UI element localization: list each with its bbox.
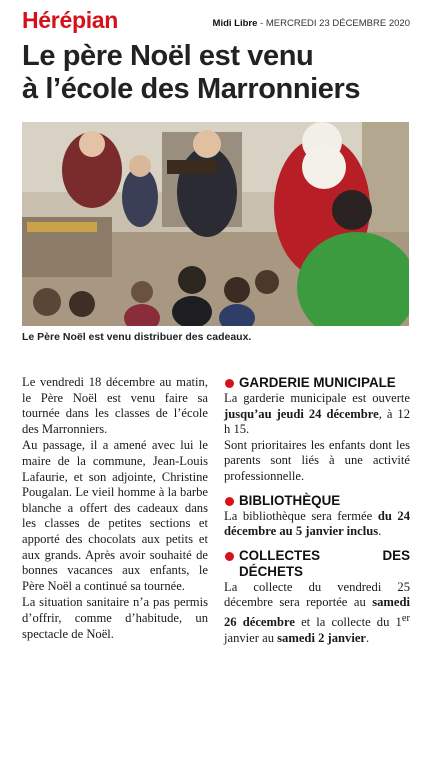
section-title-collectes: COLLECTES DES DÉCHETS: [224, 548, 410, 580]
article-paragraph-1: Le vendredi 18 décembre au matin, le Père Noël est venu faire sa tournée dans les classes de l’école des Marronniers.: [22, 375, 208, 436]
publication-info: [213, 18, 410, 29]
section-bibliotheque: [224, 493, 410, 540]
newspaper-name: Midi Libre: [212, 18, 258, 29]
town-name: Hérépian: [22, 7, 119, 33]
photo-caption: Le Père Noël est venu distribuer des cadeaux.: [22, 331, 252, 343]
section-title-garderie: GARDERIE MUNICIPALE: [224, 375, 410, 391]
section-body-bibliotheque: La bibliothèque sera fermée du 24 décembre au 5 janvier inclus.: [224, 508, 410, 539]
article-photo: [22, 122, 409, 326]
section-title-bibliotheque: BIBLIOTHÈQUE: [224, 493, 410, 509]
section-collectes: [224, 548, 410, 647]
bullet-dot-icon: [225, 379, 234, 388]
section-garderie: [224, 375, 410, 485]
article-headline: [22, 40, 412, 106]
article-paragraph-2: Au passage, il a amené avec lui le maire de la commune, Jean-Louis Lafaurie, et son adjointe, Christine Pougalan. Le vieil homme à la barbe blanche a offert des cadeaux dans les classes de petites sections et apporté des chocolats aux petits et aux grands. Après avoir souhaité de bonnes vacances aux enfants, le Père Noël a continué sa tournée.: [22, 438, 208, 593]
publication-date: MERCREDI 23 DÉCEMBRE 2020: [265, 18, 410, 29]
separator: -: [257, 18, 266, 29]
section-body-collectes: La collecte du vendredi 25 décembre sera reportée au samedi 26 décembre et la collecte du 1er janvier au samedi 2 janvier.: [224, 579, 410, 645]
santa-classroom-photo: [22, 122, 409, 326]
info-sidebar: [224, 375, 410, 646]
headline-line-2: à l’école des Marronniers: [22, 73, 361, 105]
masthead: [22, 4, 410, 38]
article-body: [22, 375, 208, 642]
headline-line-1: Le père Noël est venu: [22, 40, 314, 72]
bullet-dot-icon: [225, 552, 234, 561]
bullet-dot-icon: [225, 497, 234, 506]
article-paragraph-3: La situation sanitaire n’a pas permis d’offrir, comme d’habitude, un spectacle de Noël.: [22, 595, 208, 641]
section-body-garderie: La garderie municipale est ouverte jusqu’au jeudi 24 décembre, à 12 h 15. Sont prioritaires les enfants dont les parents sont liés à une activité professionnelle.: [224, 391, 410, 483]
